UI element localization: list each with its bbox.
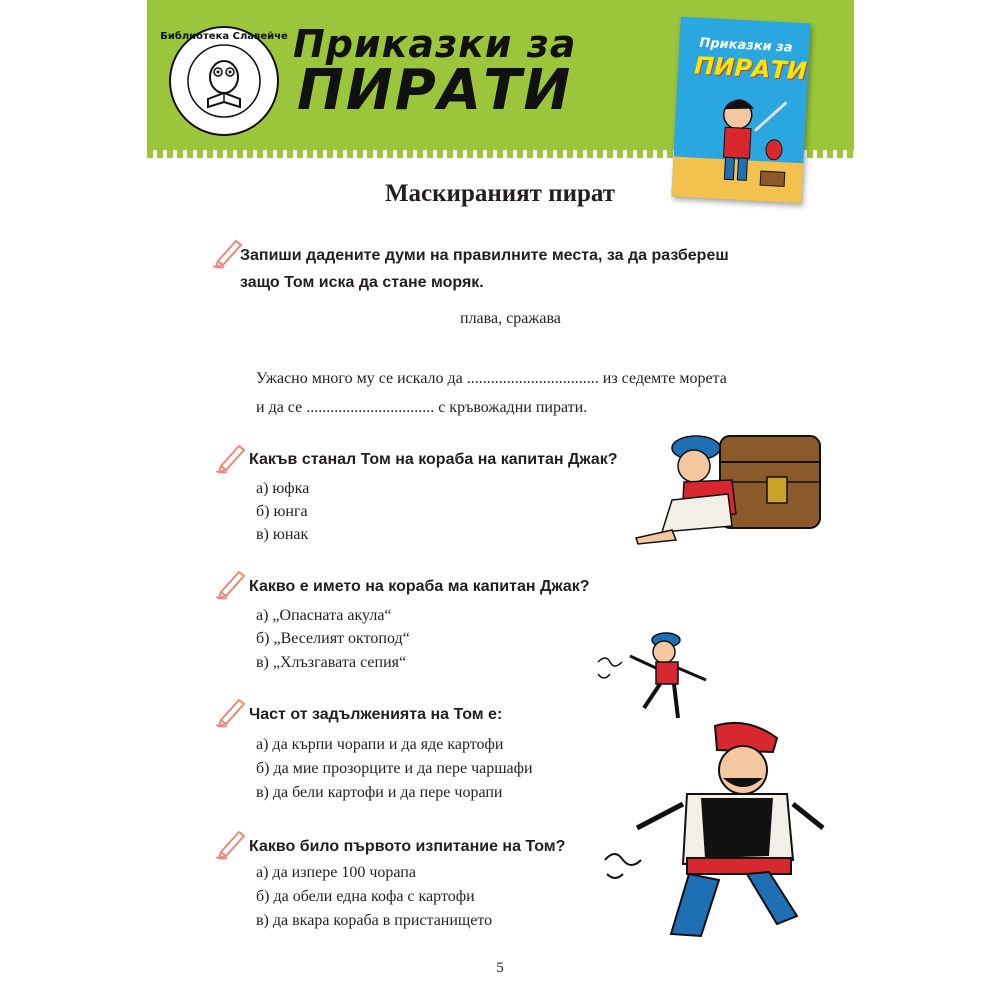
- series-title-line1: Приказки за: [293, 22, 577, 66]
- cover-title-line2: ПИРАТИ: [693, 51, 808, 86]
- series-badge-label: Библиотека Славейче: [160, 31, 288, 42]
- pencil-icon: [213, 826, 249, 860]
- question-4: Какво било първото изпитание на Том?: [249, 838, 566, 855]
- question-1-option-a: а) юфка: [256, 480, 310, 497]
- task1-fill-line1: Ужасно много му се искало да ................................. из седемте морета: [256, 370, 727, 387]
- running-pirate-large-illustration: [597, 720, 833, 946]
- running-pirate-small-illustration: [594, 628, 718, 726]
- question-2: Какво е името на кораба ма капитан Джак?: [249, 578, 590, 595]
- question-2-option-b: б) „Веселият октопод“: [256, 630, 410, 647]
- section-title: Маскираният пират: [384, 180, 616, 207]
- question-4-option-c: в) да вкара кораба в пристанището: [256, 912, 493, 929]
- pencil-icon: [213, 440, 249, 474]
- question-1-option-c: в) юнак: [256, 526, 309, 543]
- question-1: Какъв станал Том на кораба на капитан Джак?: [249, 451, 618, 468]
- task1-instruction-line2: защо Том иска да стане моряк.: [240, 274, 484, 291]
- page-number: 5: [496, 960, 504, 976]
- question-3-option-c: в) да бели картофи и да пере чорапи: [256, 784, 503, 801]
- question-3-option-b: б) да мие прозорците и да пере чаршафи: [256, 760, 533, 777]
- question-1-option-b: б) юнга: [256, 503, 308, 520]
- series-title-line2: ПИРАТИ: [297, 58, 573, 123]
- task1-instruction-line1: Запиши дадените думи на правилните места, за да разбереш: [240, 247, 729, 264]
- owl-badge-icon: [160, 25, 288, 137]
- task1-word-bank: плава, сражава: [460, 310, 561, 327]
- task1-fill-line2: и да се ................................ с кръвожадни пирати.: [256, 399, 588, 416]
- cover-title-line1: Приказки за: [699, 35, 793, 56]
- question-3: Част от задълженията на Том е:: [249, 706, 503, 723]
- pencil-icon: [213, 694, 249, 728]
- pirate-with-chest-illustration: [632, 422, 832, 547]
- question-4-option-b: б) да обели една кофа с картофи: [256, 888, 475, 905]
- cover-pirate-illustration: [671, 17, 810, 204]
- question-4-option-a: а) да изпере 100 чорапа: [256, 864, 416, 881]
- pencil-icon: [213, 566, 249, 600]
- question-2-option-a: а) „Опасната акула“: [256, 607, 392, 624]
- question-3-option-a: а) да кърпи чорапи и да яде картофи: [256, 736, 504, 753]
- book-cover-image: [671, 17, 810, 204]
- question-2-option-c: в) „Хлъзгавата сепия“: [256, 654, 407, 671]
